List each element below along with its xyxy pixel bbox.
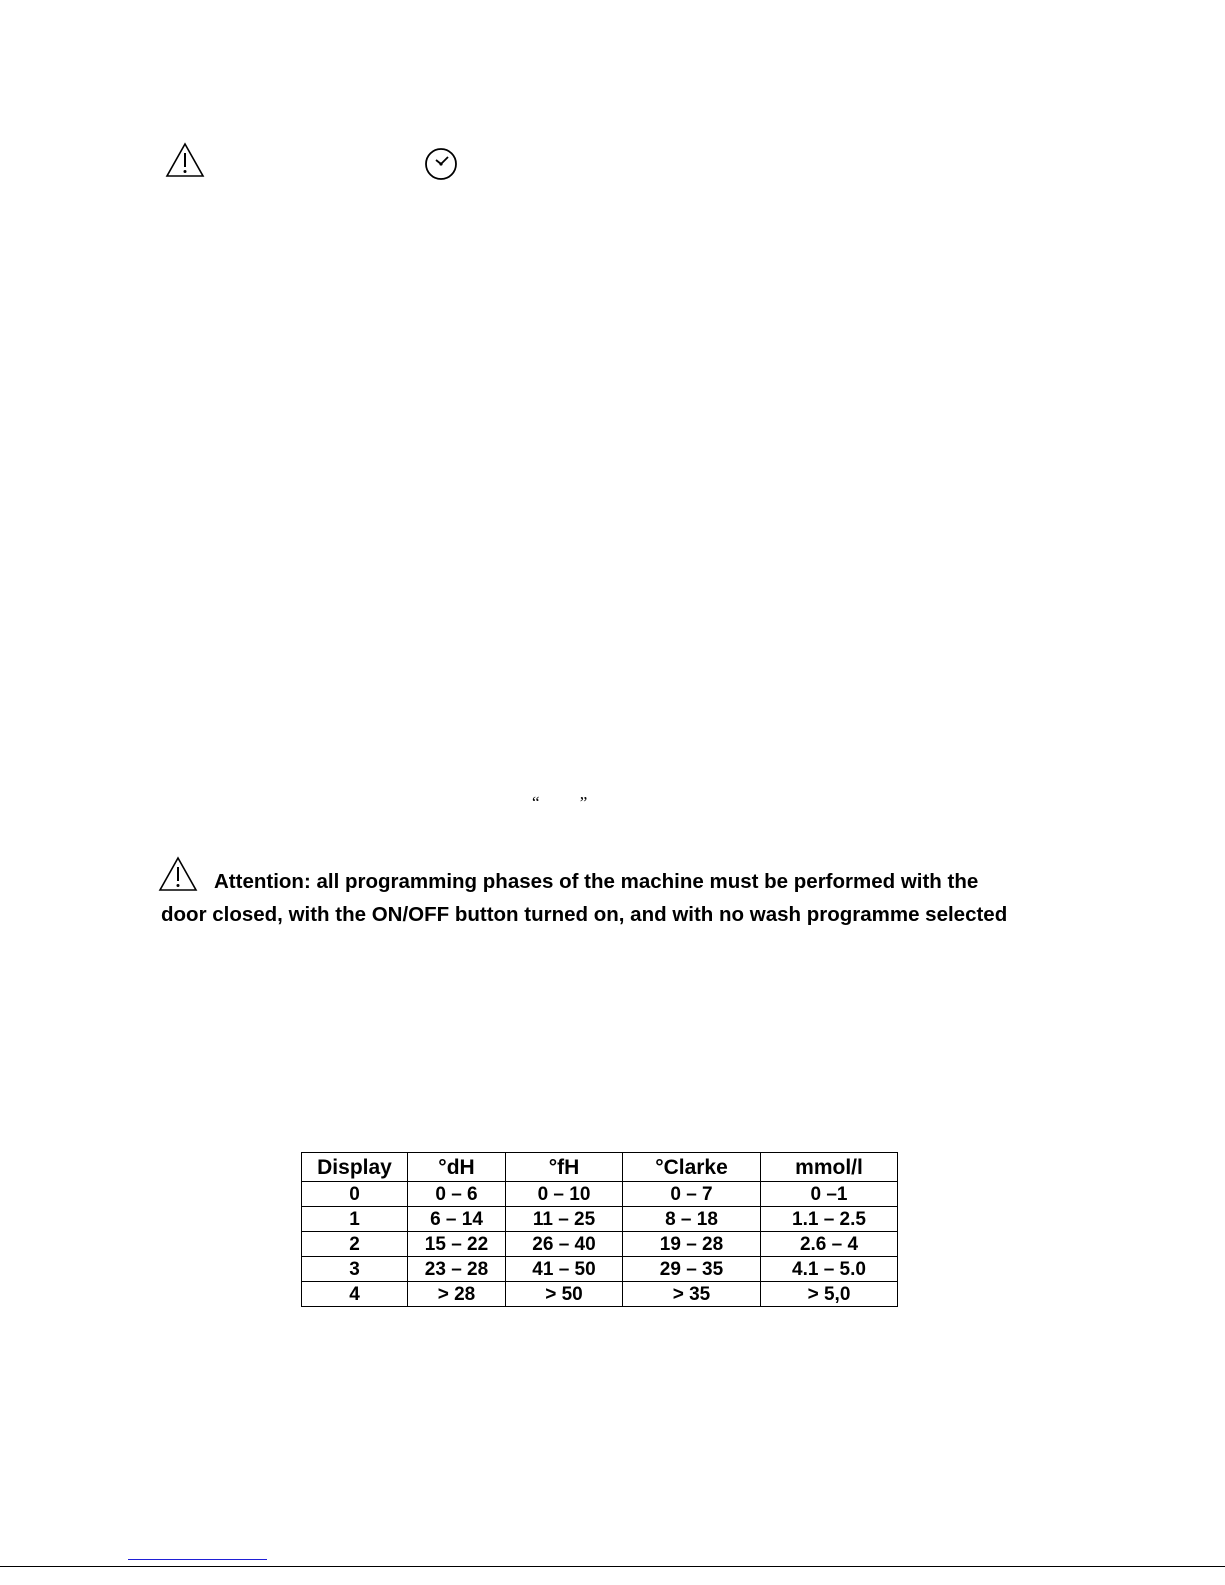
- table-cell: > 28: [408, 1282, 506, 1307]
- table-cell: 8 – 18: [623, 1207, 761, 1232]
- table-cell: 0 – 7: [623, 1182, 761, 1207]
- water-hardness-table: [301, 1152, 898, 1307]
- table-cell: 4.1 – 5.0: [761, 1257, 898, 1282]
- table-cell: > 35: [623, 1282, 761, 1307]
- table-cell: > 50: [506, 1282, 623, 1307]
- table-cell: 0 – 10: [506, 1182, 623, 1207]
- warning-triangle-icon: [158, 856, 198, 892]
- warning-triangle-icon: [165, 142, 205, 178]
- column-header-display: Display: [302, 1153, 408, 1182]
- table-cell: 2.6 – 4: [761, 1232, 898, 1257]
- table-cell: 23 – 28: [408, 1257, 506, 1282]
- table-cell: 1: [302, 1207, 408, 1232]
- table-header-row: [302, 1153, 898, 1182]
- table-cell: 6 – 14: [408, 1207, 506, 1232]
- table-cell: 19 – 28: [623, 1232, 761, 1257]
- quotation-marks: “ ”: [532, 793, 606, 812]
- table-cell: 15 – 22: [408, 1232, 506, 1257]
- table-cell: 4: [302, 1282, 408, 1307]
- table-row: [302, 1207, 898, 1232]
- column-header-clarke: °Clarke: [623, 1153, 761, 1182]
- table-row: [302, 1182, 898, 1207]
- column-header-mmol: mmol/l: [761, 1153, 898, 1182]
- table-cell: 3: [302, 1257, 408, 1282]
- table-cell: 1.1 – 2.5: [761, 1207, 898, 1232]
- column-header-dh: °dH: [408, 1153, 506, 1182]
- footer-link-underline: [128, 1559, 267, 1560]
- table-cell: 11 – 25: [506, 1207, 623, 1232]
- table-cell: 0: [302, 1182, 408, 1207]
- table-row: [302, 1257, 898, 1282]
- table-row: [302, 1282, 898, 1307]
- table-cell: 41 – 50: [506, 1257, 623, 1282]
- footer-rule: [0, 1566, 1225, 1567]
- attention-text-line-2: door closed, with the ON/OFF button turned on, and with no wash programme selected: [161, 903, 1008, 926]
- table-cell: 0 –1: [761, 1182, 898, 1207]
- table-cell: > 5,0: [761, 1282, 898, 1307]
- table-cell: 2: [302, 1232, 408, 1257]
- table-row: [302, 1232, 898, 1257]
- attention-text-line-1: Attention: all programming phases of the machine must be performed with the: [214, 870, 979, 893]
- table-cell: 29 – 35: [623, 1257, 761, 1282]
- column-header-fh: °fH: [506, 1153, 623, 1182]
- table-cell: 0 – 6: [408, 1182, 506, 1207]
- clock-icon: [424, 147, 458, 181]
- table-cell: 26 – 40: [506, 1232, 623, 1257]
